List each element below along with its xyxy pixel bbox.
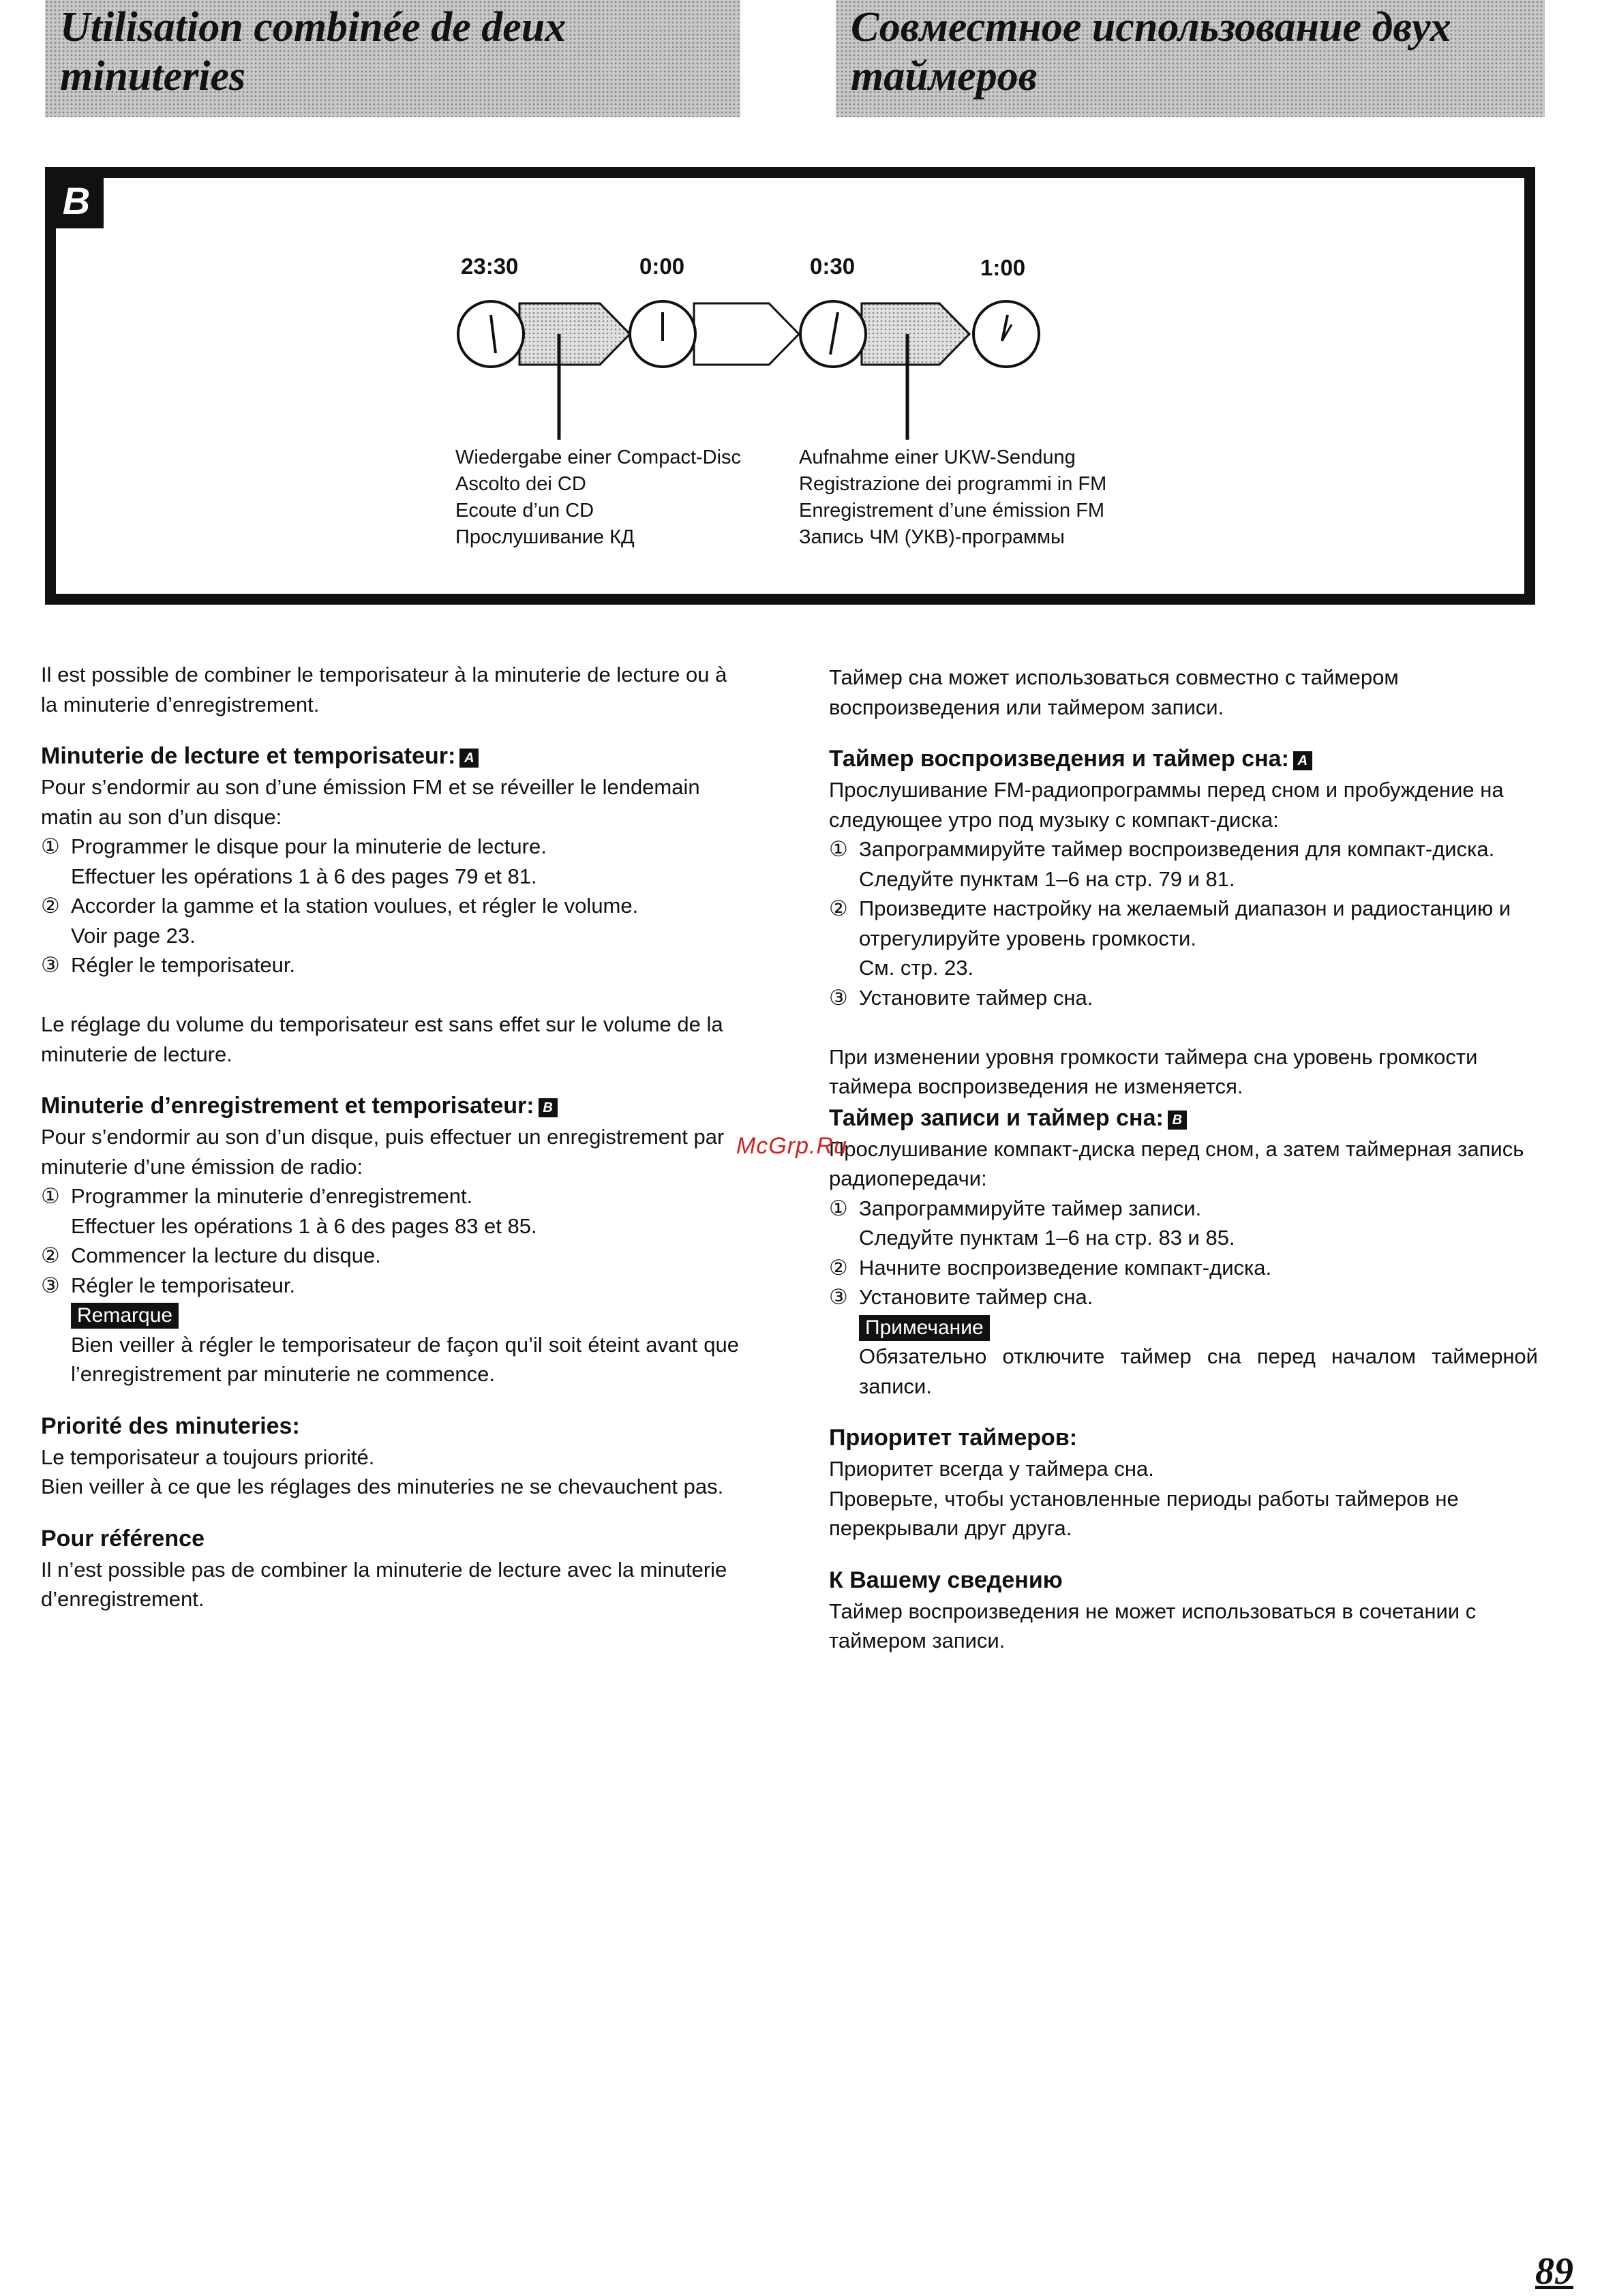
caption-line: Aufnahme einer UKW-Sendung [799,447,1076,468]
ru-priority-line2: Проверьте, чтобы установленные периоды работы таймеров не перекрывали друг друга. [829,1486,1459,1540]
caption-line: Ecoute d’un CD [455,500,594,522]
figure-a-icon: A [459,749,479,768]
ru-intro: Таймер сна может использоваться совместно с таймером воспроизведения или таймером записи. [829,665,1399,719]
step-subtext: Следуйте пунктам 1–6 на стр. 83 и 85. [859,1226,1235,1250]
remark-label: Remarque [71,1303,179,1329]
fr-sec2-desc: Pour s’endormir au son d’un disque, puis effectuer un enregistrement par minuterie d’une émission de radio: [41,1125,725,1179]
step-text: Accorder la gamme et la station voulues, et régler le volume. [71,894,639,918]
fr-remark-text: Bien veiller à régler le temporisateur de façon qu’il soit éteint avant que l’enregistrement par minuterie ne commence. [71,1332,739,1386]
ru-sec1-note: При изменении уровня громкости таймера сна уровень громкости таймера воспроизведения не изменяется. [829,1044,1478,1098]
step-text: Начните воспроизведение компакт-диска. [859,1255,1272,1280]
list-item [41,1241,739,1271]
step-text: Запрограммируйте таймер записи. [859,1196,1202,1220]
list-item [829,1194,1538,1224]
step-subtext: Следуйте пунктам 1–6 на стр. 79 и 81. [859,866,1235,891]
ru-section-heading: К Вашему сведению [829,1567,1063,1593]
step-text: Установите таймер сна. [859,985,1093,1010]
list-item [41,832,739,862]
step-number: ① [41,1184,60,1208]
caption-cd-playback [455,444,741,551]
fr-section-heading: Priorité des minuteries: [41,1413,300,1439]
step-number: ② [41,1243,60,1267]
ru-priority-line1: Приоритет всегда у таймера сна. [829,1457,1154,1481]
caption-line: Wiedergabe einer Compact-Disc [455,447,742,468]
step-text: Произведите настройку на желаемый диапазон и радиостанцию и отрегулируйте уровень громкости. [859,896,1511,950]
step-text: Установите таймер сна. [859,1285,1093,1309]
figure-a-icon: A [1293,751,1312,770]
caption-line: Запись ЧМ (УКВ)-программы [799,526,1065,548]
list-item [41,950,739,980]
step-subtext: Effectuer les opérations 1 à 6 des pages 79 et 81. [71,864,537,888]
figure-b-icon: B [1168,1111,1187,1130]
fr-priority-line1: Le temporisateur a toujours priorité. [41,1445,375,1469]
step-number: ③ [41,953,60,977]
fr-section-heading [41,740,739,772]
figure-b-icon: B [539,1098,558,1117]
fr-section-heading: Pour référence [41,1525,205,1552]
ru-reference-text: Таймер воспроизведения не может использоваться в сочетании с таймером записи. [829,1599,1477,1652]
step-number: ③ [41,1273,60,1297]
caption-line: Ascolto dei CD [455,473,586,495]
step-text: Régler le temporisateur. [71,953,296,977]
time-label-0030: 0:30 [810,254,856,279]
list-item [829,894,1538,953]
list-item [829,1253,1538,1283]
step-subtext: Effectuer les opérations 1 à 6 des pages 83 et 85. [71,1213,537,1238]
heading-text: Minuterie d’enregistrement et temporisateur: [41,1093,534,1119]
list-item [829,983,1538,1013]
heading-text: Minuterie de lecture et temporisateur: [41,743,456,769]
fr-column [41,660,739,1614]
step-text: Régler le temporisateur. [71,1273,296,1297]
step-number: ② [829,896,848,920]
clock-icon [458,301,524,367]
list-item [829,834,1538,864]
ru-section-heading [829,742,1538,775]
step-number: ③ [829,985,848,1010]
step-number: ② [829,1255,848,1280]
clock-icon [973,301,1039,367]
interval-arrow [694,303,799,365]
ru-section-heading [829,1102,1538,1134]
caption-line: Registrazione dei programmi in FM [799,473,1107,495]
ru-sec2-desc: Прослушивание компакт-диска перед сном, а затем таймерная запись радиопередачи: [829,1136,1524,1190]
ru-page-title: Совместное использование двух таймеров [851,4,1451,100]
ru-section-heading: Приоритет таймеров: [829,1425,1078,1451]
remark-label: Примечание [859,1315,990,1341]
caption-line: Enregistrement d’une émission FM [799,500,1105,522]
step-number: ① [829,837,848,861]
clock-icon [800,301,866,367]
ru-sec1-desc: Прослушивание FM-радиопрограммы перед сном и пробуждение на следующее утро под музыку с компакт-диска: [829,778,1504,832]
time-label-2330: 23:30 [461,254,519,279]
clock-icon [630,301,695,367]
record-timer-arrow [862,303,969,365]
watermark: McGrp.Ru [736,1133,847,1159]
fr-intro: Il est possible de combiner le temporisateur à la minuterie de lecture ou à la minuterie d’enregistrement. [41,663,727,716]
heading-text: Таймер воспроизведения и таймер сна: [829,746,1289,772]
step-text: Programmer le disque pour la minuterie de lecture. [71,834,547,858]
step-text: Programmer la minuterie d’enregistrement. [71,1184,473,1208]
time-label-0000: 0:00 [639,254,685,279]
step-number: ③ [829,1285,848,1309]
caption-line: Прослушивание КД [455,526,635,548]
step-number: ② [41,894,60,918]
fr-sec1-note: Le réglage du volume du temporisateur est sans effet sur le volume de la minuterie de lecture. [41,1012,723,1066]
fr-section-heading [41,1089,739,1122]
time-label-0100: 1:00 [980,255,1026,280]
fr-remark [41,1300,739,1330]
list-item [41,1271,739,1301]
list-item [41,891,739,921]
heading-text: Таймер записи и таймер сна: [829,1104,1164,1131]
fr-reference-text: Il n’est possible pas de combiner la minuterie de lecture avec la minuterie d’enregistrement. [41,1557,727,1611]
fr-sec1-desc: Pour s’endormir au son d’une émission FM et se réveiller le lendemain matin au son d’un disque: [41,775,700,829]
fr-priority-line2: Bien veiller à ce que les réglages des minuteries ne se chevauchent pas. [41,1475,724,1498]
step-number: ① [41,834,60,858]
step-subtext: Voir page 23. [71,923,196,948]
caption-fm-recording [799,444,1106,551]
ru-remark-text: Обязательно отключите таймер сна перед началом таймерной записи. [859,1344,1538,1398]
step-number: ① [829,1196,848,1220]
step-text: Commencer la lecture du disque. [71,1243,381,1267]
page-number: 89 [1535,2250,1573,2293]
list-item [829,1282,1538,1312]
ru-column [829,663,1538,1656]
list-item [41,1181,739,1211]
step-subtext: См. стр. 23. [859,956,974,980]
diagram-label: B [49,174,104,228]
ru-remark [829,1312,1538,1342]
sleep-timer-arrow-1 [519,303,630,365]
step-text: Запрограммируйте таймер воспроизведения для компакт-диска. [859,837,1495,861]
fr-page-title: Utilisation combinée de deux minuteries [60,4,566,100]
